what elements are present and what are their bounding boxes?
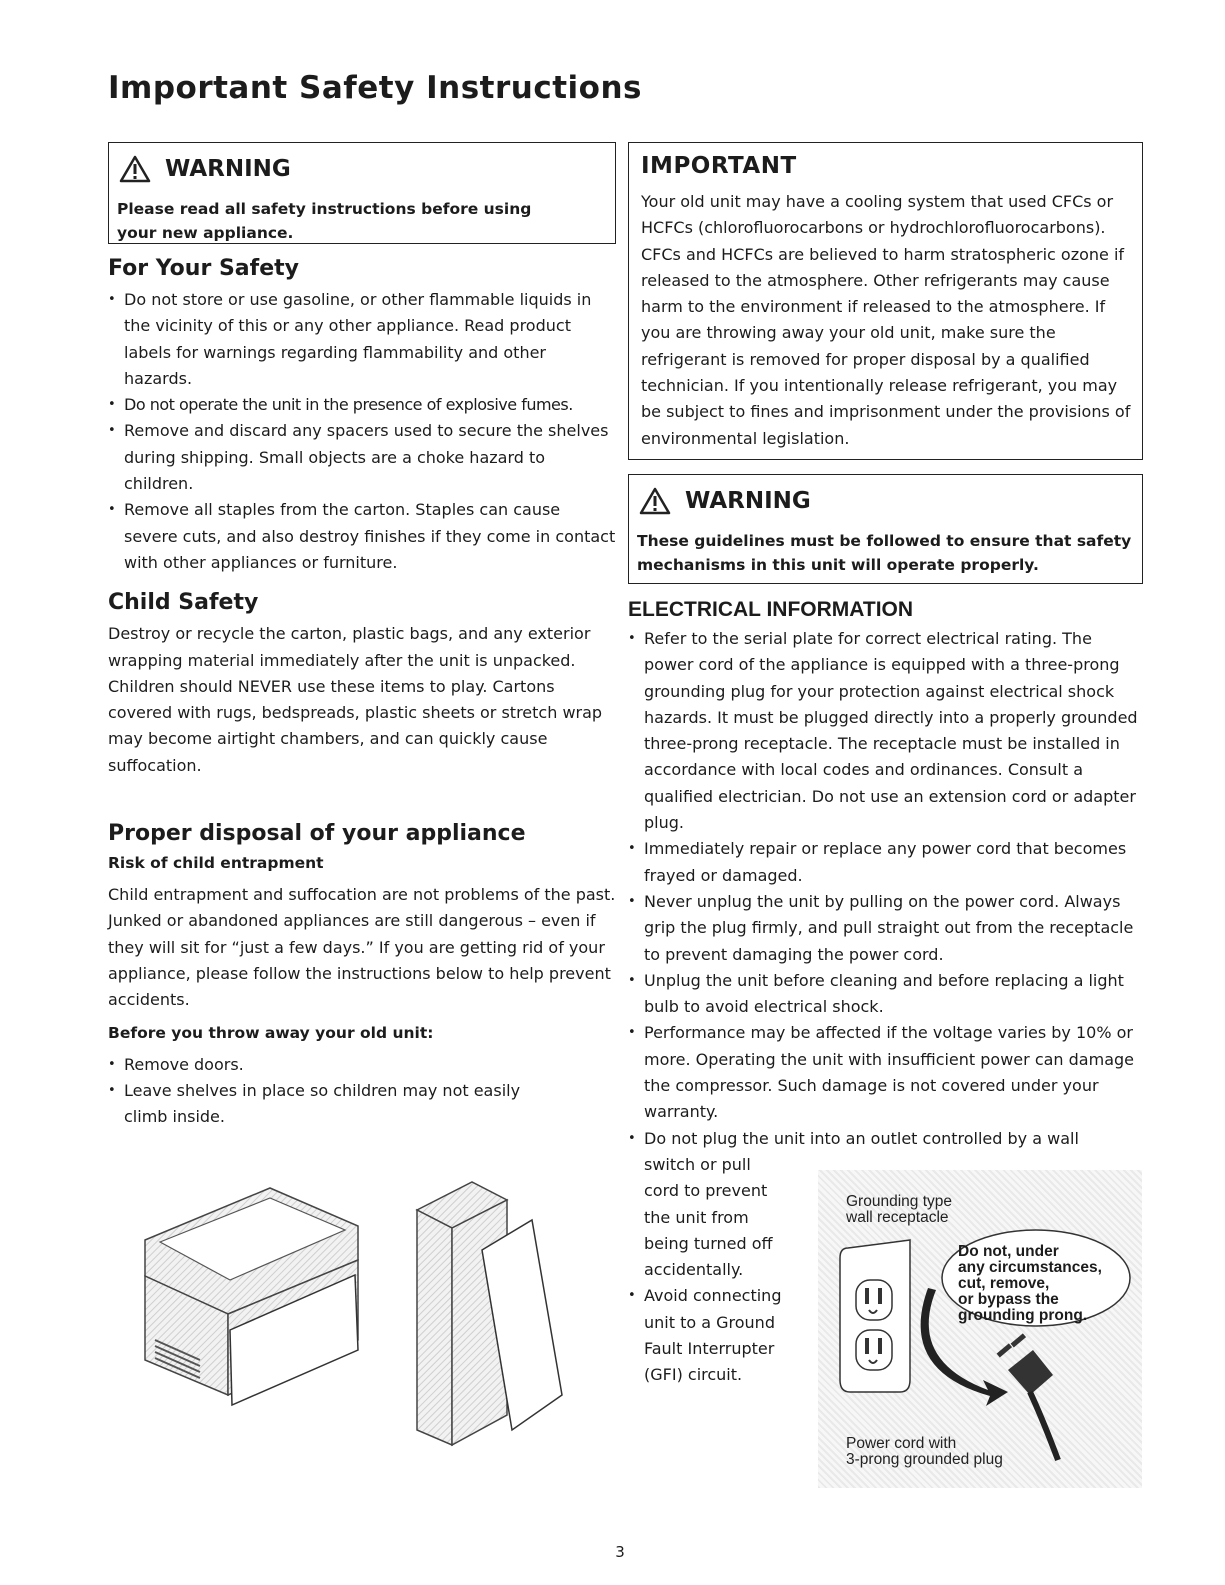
list-item: • Performance may be affected if the voltage varies by 10% or more. Operating the unit with insufficient power can damage the compressor. Such damage is not covered under your warranty. <box>628 1020 1143 1125</box>
text-line: being turned off <box>644 1233 773 1253</box>
label-line: 3-prong grounded plug <box>846 1451 1003 1468</box>
disposal-text: Child entrapment and suffocation are not problems of the past. Junked or abandoned appliances are still dangerous – even if they will sit for “just a few days.” If you are getting rid of your appliance, please follow the instructions below to help prevent accidents. <box>108 885 616 1010</box>
list-item: • Do not plug the unit into an outlet controlled by a wall <box>628 1126 1143 1152</box>
page-number: 3 <box>615 1543 625 1561</box>
list-item: • Leave shelves in place so children may not easily climb inside. <box>108 1078 616 1131</box>
text-line: (GFI) circuit. <box>644 1365 743 1385</box>
text-line: switch or pull <box>644 1154 751 1174</box>
important-text: Your old unit may have a cooling system that used CFCs or HCFCs (chlorofluorocarbons or hydrochlorofluorocarbons). CFCs and HCFCs are believed to harm stratospheric ozone if released to the atmosphere. Other refrigerants may cause harm to the environment if released to the atmosphere. If you are throwing away your old unit, make sure the refrigerant is removed for proper disposal by a qualified technician. If you intentionally release refrigerant, you may be subject to fines and imprisonment under the provisions of environmental legislation. <box>641 192 1131 448</box>
left-column <box>108 142 616 1130</box>
warning-box <box>108 142 616 244</box>
label-line: Grounding type <box>846 1193 952 1210</box>
list-item: • Refer to the serial plate for correct electrical rating. The power cord of the appliance is equipped with a three-prong grounding plug for your protection against electrical shock hazards. It must be plugged directly into a properly grounded three-prong receptacle. The receptacle must be installed in accordance with local codes and ordinances. Consult a qualified electrician. Do not use an extension cord or adapter plug. <box>628 626 1143 836</box>
callout-line: any circumstances, <box>958 1259 1102 1276</box>
label-line: Power cord with <box>846 1435 957 1452</box>
text-line: the unit from <box>644 1207 749 1227</box>
text-line: • Avoid connecting <box>644 1286 782 1306</box>
disposal-list <box>108 1052 616 1131</box>
important-heading: IMPORTANT <box>641 153 797 179</box>
label-line: wall receptacle <box>846 1209 949 1226</box>
before-subheading: Before you throw away your old unit: <box>108 1023 434 1042</box>
warning-text: Please read all safety instructions before using your new appliance. <box>117 200 532 242</box>
callout-line: cut, remove, <box>958 1275 1050 1292</box>
warning-heading <box>639 487 1132 515</box>
text-line: cord to prevent <box>644 1181 768 1201</box>
plug-icon <box>997 1333 1058 1460</box>
important-box <box>628 142 1143 460</box>
plug-label <box>846 1436 1003 1468</box>
list-item: • Remove and discard any spacers used to secure the shelves during shipping. Small objects are a choke hazard to children. <box>108 418 616 497</box>
for-your-safety-heading: For Your Safety <box>108 256 299 281</box>
text-line: unit to a Ground <box>644 1312 775 1332</box>
warning-text: These guidelines must be followed to ensure that safety mechanisms in this unit will operate properly. <box>637 532 1132 574</box>
disposal-heading: Proper disposal of your appliance <box>108 821 526 847</box>
grounding-diagram <box>818 1170 1142 1488</box>
electrical-heading: ELECTRICAL INFORMATION <box>628 598 914 621</box>
list-item: • Do not operate the unit in the presence of explosive fumes. <box>108 392 616 418</box>
callout-line: or bypass the <box>958 1291 1059 1308</box>
warning-triangle-icon <box>639 487 671 515</box>
page-title: Important Safety Instructions <box>108 70 642 106</box>
list-item: • Do not store or use gasoline, or other flammable liquids in the vicinity of this or any other appliance. Read product labels for warnings regarding flammability and other hazards. <box>108 287 616 392</box>
callout-line: grounding prong. <box>958 1307 1088 1324</box>
for-your-safety-list <box>108 287 616 576</box>
warning-box-2 <box>628 474 1143 584</box>
callout-line: Do not, under <box>958 1243 1059 1260</box>
list-item: • Immediately repair or replace any power cord that becomes frayed or damaged. <box>628 836 1143 889</box>
warning-heading <box>119 155 605 183</box>
list-item: • Remove all staples from the carton. Staples can cause severe cuts, and also destroy finishes if they come in contact with other appliances or furniture. <box>108 497 616 576</box>
chest-freezer-illustration <box>140 1180 370 1410</box>
electrical-list <box>628 626 1143 1152</box>
warning-heading-text: WARNING <box>685 488 811 514</box>
text-line: accidentally. <box>644 1260 744 1280</box>
list-item: • Never unplug the unit by pulling on the power cord. Always grip the plug firmly, and pull straight out from the receptacle to prevent damaging the power cord. <box>628 889 1143 968</box>
warning-heading-text: WARNING <box>165 156 291 182</box>
child-safety-heading: Child Safety <box>108 590 259 616</box>
risk-subheading: Risk of child entrapment <box>108 854 324 873</box>
list-item: • Remove doors. <box>108 1052 616 1078</box>
list-item: • Unplug the unit before cleaning and before replacing a light bulb to avoid electrical shock. <box>628 968 1143 1021</box>
callout-text <box>958 1244 1102 1324</box>
upright-freezer-illustration <box>412 1180 572 1450</box>
warning-triangle-icon <box>119 155 151 183</box>
text-line: Fault Interrupter <box>644 1339 775 1359</box>
child-safety-text: Destroy or recycle the carton, plastic bags, and any exterior wrapping material immediately after the unit is unpacked. Children should NEVER use these items to play. Cartons covered with rugs, bedspreads, plastic sheets or stretch wrap may become airtight chambers, and can quickly cause suffocation. <box>108 624 603 775</box>
